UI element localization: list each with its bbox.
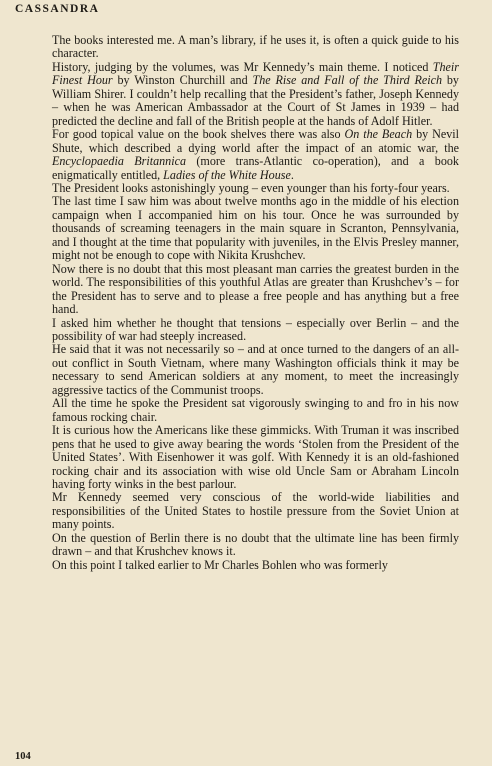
text-run: Now there is no doubt that this most pleasant man carries the greatest burden in the world. The responsibilities of this youthful Atlas are greater than Krushchev’s – for the President has to serve and to please a free people and has anything but a free hand. bbox=[52, 261, 459, 317]
text-run: by William Shirer. I couldn’t help recalling that the President’s father, Joseph Kennedy – when he was American Ambassador at the Court of St James in 1939 – had predicted the decline and fall of the British people at the hands of Adolf Hitler. bbox=[52, 73, 459, 128]
text-run: On this point I talked earlier to Mr Charles Bohlen who was formerly bbox=[52, 557, 388, 572]
paragraph bbox=[52, 263, 459, 317]
body-text bbox=[52, 34, 459, 572]
text-run: . bbox=[290, 167, 294, 182]
paragraph bbox=[52, 343, 459, 397]
text-run: The books interested me. A man’s library, if he uses it, is often a quick guide to his character. bbox=[52, 33, 459, 61]
paragraph bbox=[52, 491, 459, 531]
paragraph bbox=[52, 397, 459, 424]
text-run: by Nevil Shute, which described a dying world after the impact of an atomic war, the bbox=[52, 127, 459, 155]
paragraph bbox=[52, 532, 459, 559]
text-run: He said that it was not necessarily so – and at once turned to the dangers of an all-out conflict in South Vietnam, where many Washington officials think it may be necessary to send American soldiers at any moment, to meet the increasingly aggressive tactics of the Communist troops. bbox=[52, 342, 459, 397]
text-run: On the question of Berlin there is no doubt that the ultimate line has been firmly drawn – and that Krushchev knows it. bbox=[52, 530, 459, 559]
text-run: by Winston Churchill and bbox=[112, 73, 253, 88]
text-run: It is curious how the Americans like these gimmicks. With Truman it was inscribed pens that he used to give away bearing the words ‘Stolen from the President of the United States’. With Eisenhower it was golf. With Kennedy it is an old-fashioned rocking chair and its association with wise old Uncle Sam or Abraham Lincoln having forty winks in the best parlour. bbox=[52, 423, 459, 491]
italic-title: On the Beach bbox=[344, 127, 413, 142]
paragraph bbox=[52, 61, 459, 128]
paragraph bbox=[52, 424, 459, 491]
text-run: The last time I saw him was about twelve months ago in the middle of his election campaign when I accompanied him on his tour. Once he was surrounded by thousands of screaming teenagers in the main square in Scranton, Pennsylvania, and I thought at the time that popularity with juveniles, in the Elvis Presley manner, might not be enough to cope with Nikita Krushchev. bbox=[52, 194, 459, 263]
text-run: The President looks astonishingly young – even younger than his forty-four years. bbox=[52, 180, 450, 195]
text-run: (more trans-Atlantic co-operation), and a book enigmatically entitled, bbox=[52, 154, 459, 182]
italic-title: Encyclopaedia Britannica bbox=[52, 154, 186, 169]
paragraph bbox=[52, 195, 459, 262]
text-run: For good topical value on the book shelves there was also bbox=[52, 127, 345, 142]
paragraph bbox=[52, 559, 459, 572]
italic-title: The Rise and Fall of the Third Reich bbox=[252, 73, 443, 88]
running-head: CASSANDRA bbox=[15, 3, 100, 15]
italic-title: Ladies of the White House bbox=[163, 167, 291, 182]
text-run: All the time he spoke the President sat vigorously swinging to and fro in his now famous rocking chair. bbox=[52, 396, 459, 424]
paragraph bbox=[52, 34, 459, 61]
paragraph bbox=[52, 128, 459, 182]
paragraph bbox=[52, 317, 459, 344]
text-run: I asked him whether he thought that tensions – especially over Berlin – and the possibility of war had steeply increased. bbox=[52, 315, 459, 343]
text-run: Mr Kennedy seemed very conscious of the world-wide liabilities and responsibilities of the United States to hostile pressure from the Soviet Union at many points. bbox=[52, 490, 459, 532]
italic-title: Their Finest Hour bbox=[52, 59, 459, 88]
text-run: History, judging by the volumes, was Mr Kennedy’s main theme. I noticed bbox=[52, 59, 433, 74]
page-number: 104 bbox=[15, 751, 31, 762]
paragraph bbox=[52, 182, 459, 195]
